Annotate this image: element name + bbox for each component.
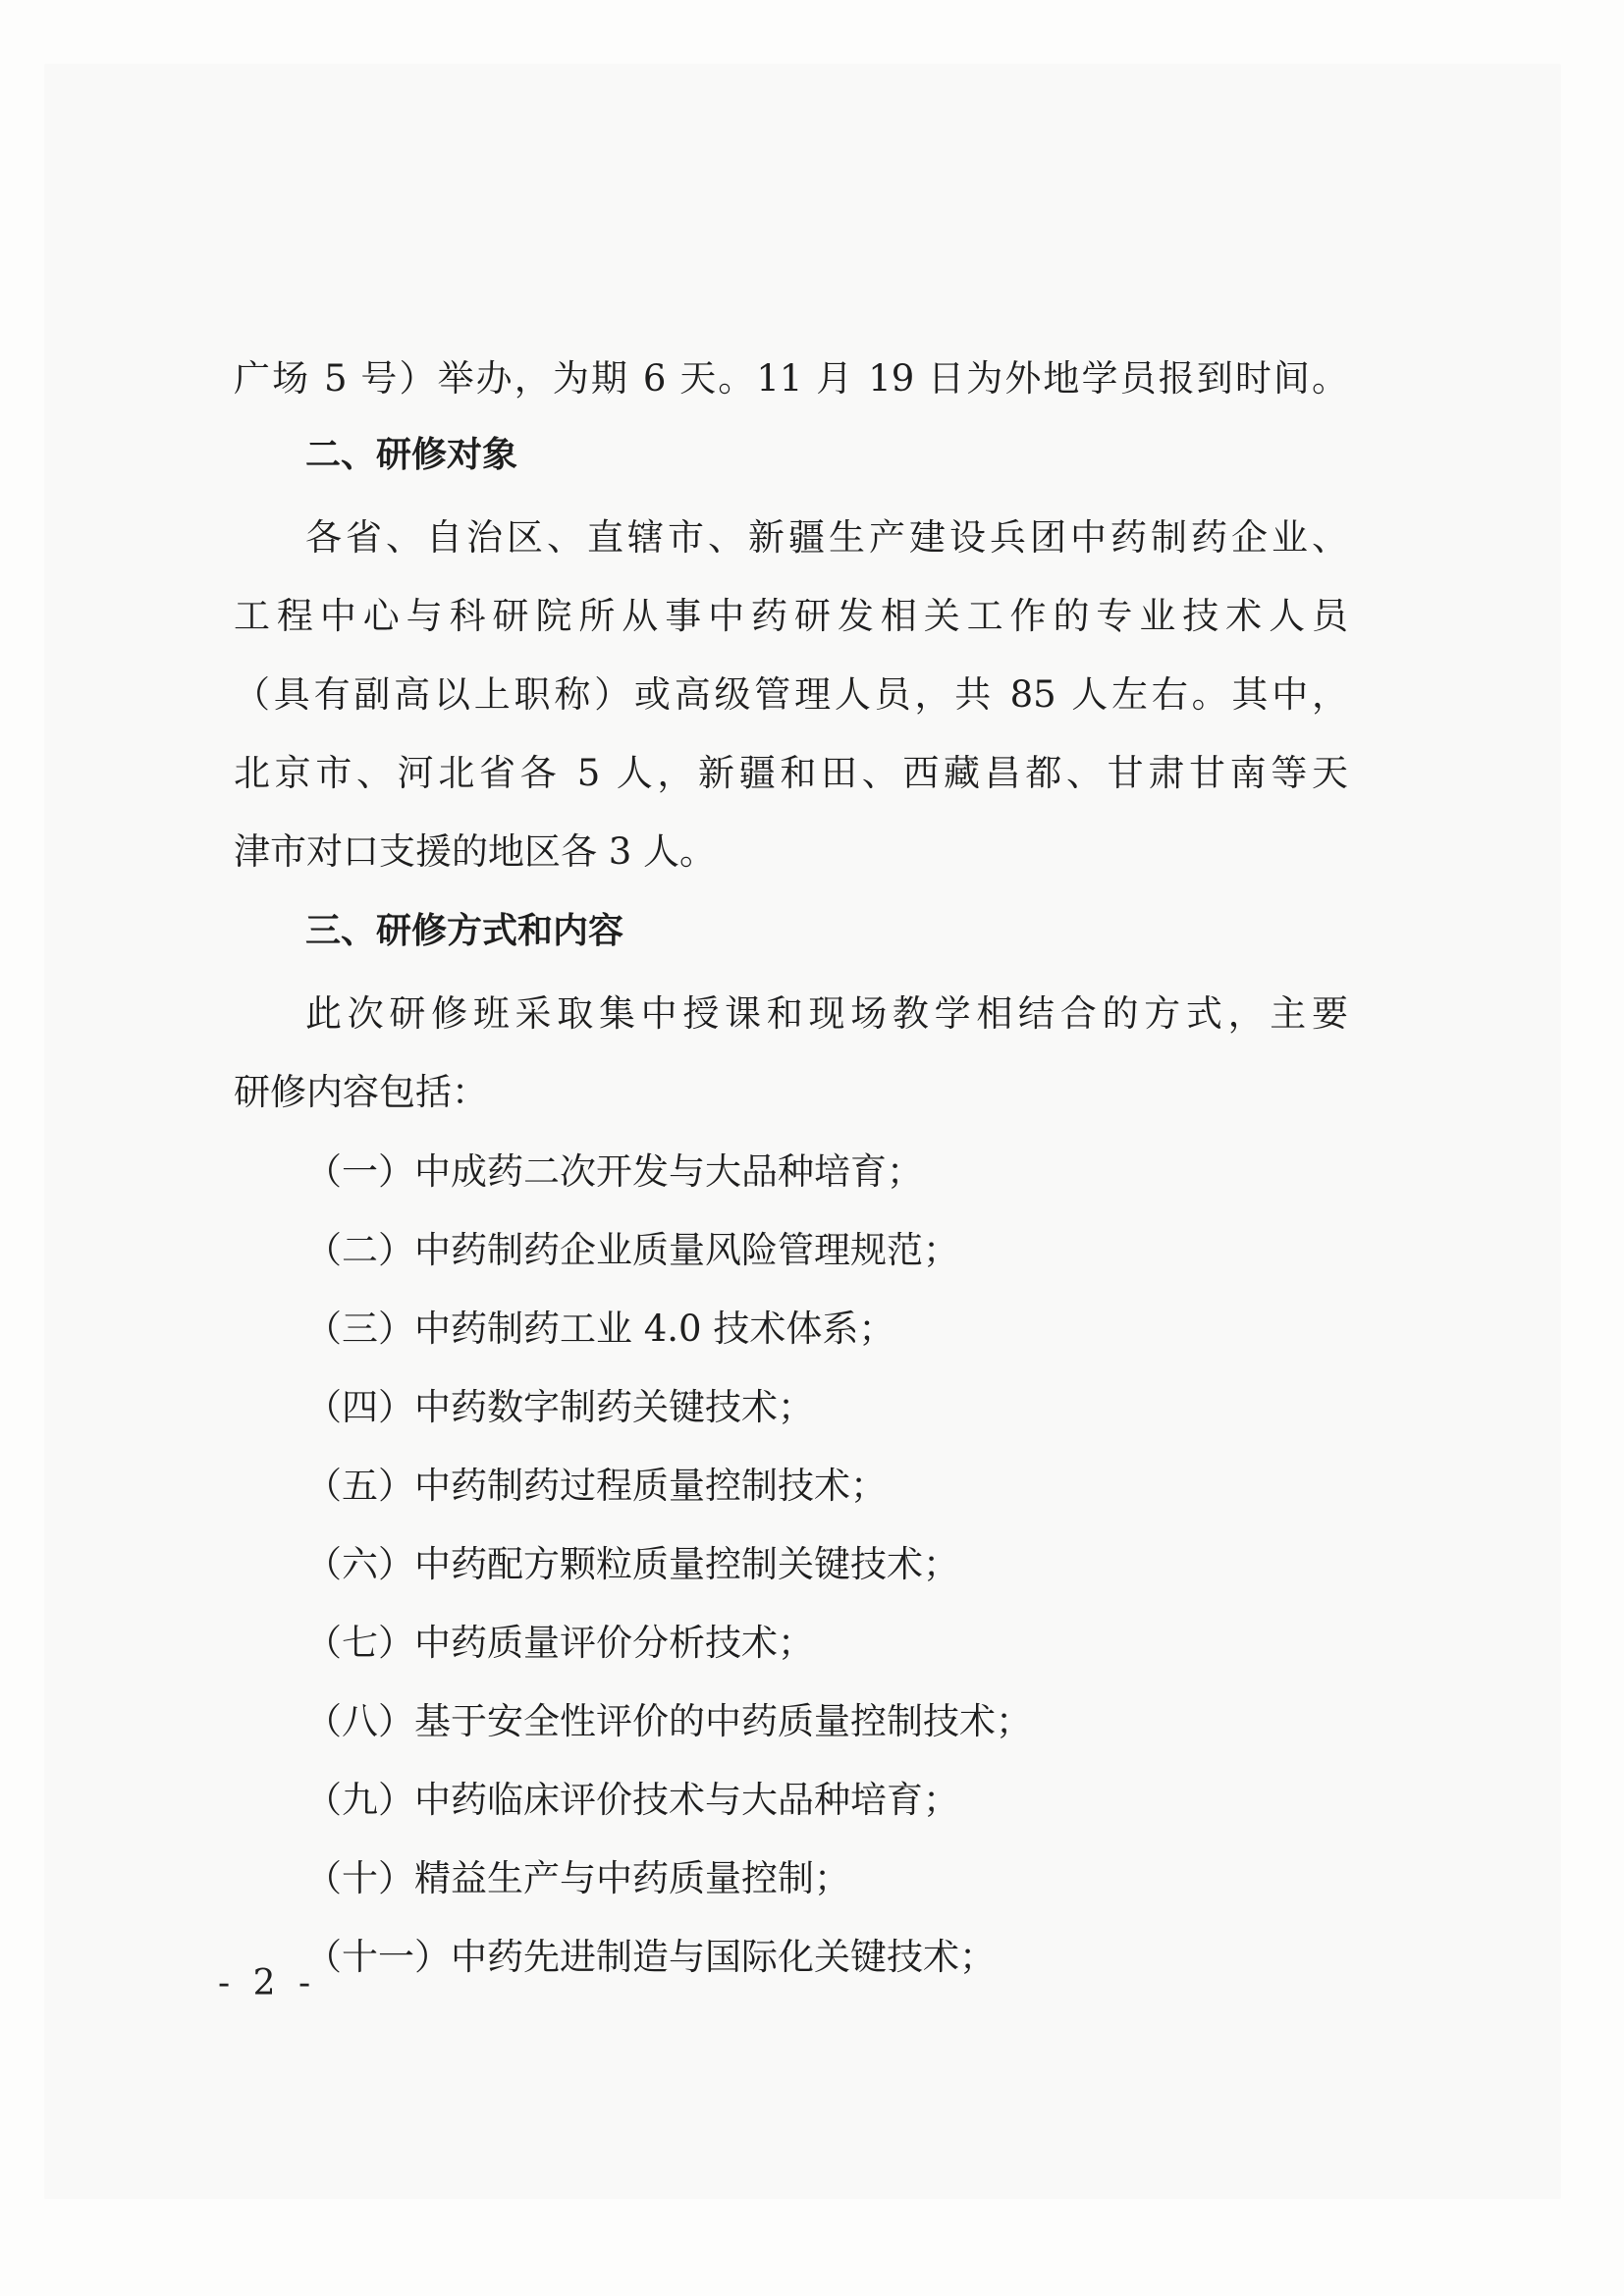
list-item: （三）中药制药工业 4.0 技术体系；: [305, 1308, 895, 1350]
paragraph-line: （具有副高以上职称）或高级管理人员，共 85 人左右。其中，: [234, 673, 1348, 716]
list-item: （五）中药制药过程质量控制技术；: [305, 1465, 887, 1507]
list-item: （六）中药配方颗粒质量控制关键技术；: [305, 1543, 959, 1585]
list-item: （四）中药数字制药关键技术；: [305, 1386, 814, 1428]
list-item: （九）中药临床评价技术与大品种培育；: [305, 1779, 959, 1821]
paragraph-line: 津市对口支援的地区各 3 人。: [234, 830, 717, 873]
list-item: （八）基于安全性评价的中药质量控制技术；: [305, 1700, 1032, 1742]
paragraph-line: 北京市、河北省各 5 人，新疆和田、西藏昌都、甘肃甘南等天: [234, 752, 1348, 794]
paragraph-line: 此次研修班采取集中授课和现场教学相结合的方式，主要: [305, 992, 1348, 1035]
page-number: - 2 -: [218, 1963, 317, 2003]
paragraph-line: 研修内容包括：: [234, 1071, 488, 1113]
list-item: （十）精益生产与中药质量控制；: [305, 1857, 850, 1899]
section-heading-3: 三、研修方式和内容: [305, 911, 624, 951]
paragraph-line: 工程中心与科研院所从事中药研发相关工作的专业技术人员: [234, 595, 1348, 637]
paragraph-line: 广场 5 号）举办，为期 6 天。11 月 19 日为外地学员报到时间。: [234, 357, 1348, 400]
paragraph-line: 各省、自治区、直辖市、新疆生产建设兵团中药制药企业、: [305, 516, 1348, 559]
list-item: （十一）中药先进制造与国际化关键技术；: [305, 1936, 996, 1978]
list-item: （七）中药质量评价分析技术；: [305, 1622, 814, 1664]
list-item: （一）中成药二次开发与大品种培育；: [305, 1150, 923, 1193]
list-item: （二）中药制药企业质量风险管理规范；: [305, 1229, 959, 1271]
section-heading-2: 二、研修对象: [305, 435, 518, 475]
